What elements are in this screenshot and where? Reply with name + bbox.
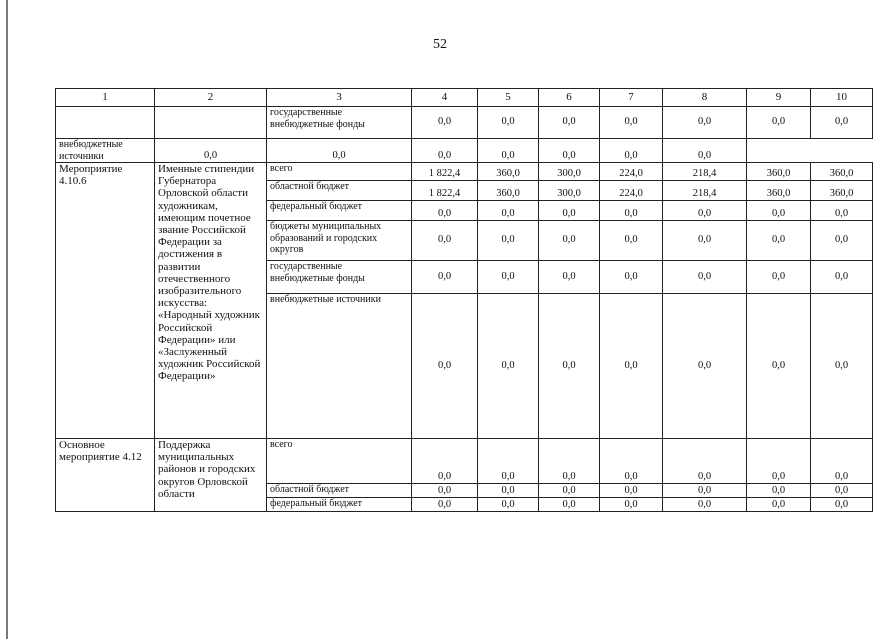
value-cell: 1 822,4 bbox=[412, 181, 478, 201]
value-cell: 0,0 bbox=[539, 294, 600, 439]
value-cell: 0,0 bbox=[747, 484, 811, 498]
funding-source-cell: государственные внебюджетные фонды bbox=[267, 107, 412, 139]
event-code-cell: Мероприятие 4.10.6 bbox=[56, 163, 155, 439]
value-cell: 0,0 bbox=[478, 439, 539, 484]
table-row bbox=[56, 439, 873, 484]
value-cell: 0,0 bbox=[600, 107, 663, 139]
value-cell: 0,0 bbox=[478, 484, 539, 498]
value-cell: 218,4 bbox=[663, 181, 747, 201]
value-cell: 218,4 bbox=[663, 163, 747, 181]
value-cell: 360,0 bbox=[747, 181, 811, 201]
value-cell: 0,0 bbox=[412, 201, 478, 221]
value-cell: 360,0 bbox=[811, 181, 873, 201]
value-cell: 360,0 bbox=[747, 163, 811, 181]
header-row bbox=[56, 89, 873, 107]
value-cell: 224,0 bbox=[600, 181, 663, 201]
value-cell: 0,0 bbox=[747, 498, 811, 512]
value-cell: 0,0 bbox=[663, 439, 747, 484]
value-cell: 0,0 bbox=[412, 294, 478, 439]
value-cell: 0,0 bbox=[811, 294, 873, 439]
value-cell: 0,0 bbox=[811, 201, 873, 221]
table-body bbox=[56, 89, 873, 512]
page-number: 52 bbox=[433, 37, 447, 52]
value-cell: 0,0 bbox=[663, 294, 747, 439]
value-cell: 360,0 bbox=[478, 163, 539, 181]
value-cell: 0,0 bbox=[747, 221, 811, 261]
value-cell: 0,0 bbox=[478, 294, 539, 439]
value-cell: 0,0 bbox=[600, 201, 663, 221]
funding-source-cell: государственные внебюджетные фонды bbox=[267, 261, 412, 294]
value-cell: 360,0 bbox=[811, 163, 873, 181]
table-row bbox=[56, 107, 873, 139]
value-cell: 0,0 bbox=[747, 201, 811, 221]
value-cell: 0,0 bbox=[539, 139, 600, 163]
value-cell: 0,0 bbox=[478, 261, 539, 294]
header-cell: 1 bbox=[56, 89, 155, 107]
value-cell: 300,0 bbox=[539, 181, 600, 201]
value-cell: 0,0 bbox=[811, 221, 873, 261]
value-cell: 0,0 bbox=[478, 498, 539, 512]
scan-edge-line bbox=[6, 0, 8, 639]
funding-source-cell: всего bbox=[267, 163, 412, 181]
value-cell: 0,0 bbox=[663, 261, 747, 294]
value-cell: 0,0 bbox=[412, 484, 478, 498]
value-cell: 0,0 bbox=[747, 294, 811, 439]
header-cell: 7 bbox=[600, 89, 663, 107]
value-cell: 0,0 bbox=[811, 261, 873, 294]
value-cell: 0,0 bbox=[663, 107, 747, 139]
value-cell: 0,0 bbox=[478, 201, 539, 221]
value-cell: 0,0 bbox=[412, 498, 478, 512]
value-cell: 0,0 bbox=[539, 107, 600, 139]
funding-source-cell: областной бюджет bbox=[267, 484, 412, 498]
value-cell: 0,0 bbox=[600, 498, 663, 512]
value-cell: 0,0 bbox=[155, 139, 267, 163]
header-cell: 10 bbox=[811, 89, 873, 107]
value-cell: 0,0 bbox=[663, 139, 747, 163]
funding-source-cell: внебюджетные источники bbox=[56, 139, 155, 163]
value-cell: 0,0 bbox=[412, 221, 478, 261]
value-cell: 0,0 bbox=[539, 484, 600, 498]
funding-source-cell: внебюджетные источники bbox=[267, 294, 412, 439]
value-cell: 0,0 bbox=[747, 107, 811, 139]
value-cell: 0,0 bbox=[478, 139, 539, 163]
value-cell: 0,0 bbox=[539, 498, 600, 512]
header-cell: 8 bbox=[663, 89, 747, 107]
value-cell: 300,0 bbox=[539, 163, 600, 181]
funding-source-cell: федеральный бюджет bbox=[267, 498, 412, 512]
value-cell: 0,0 bbox=[539, 201, 600, 221]
header-cell: 5 bbox=[478, 89, 539, 107]
header-cell: 6 bbox=[539, 89, 600, 107]
value-cell: 0,0 bbox=[600, 261, 663, 294]
table-row bbox=[56, 163, 873, 181]
value-cell: 0,0 bbox=[267, 139, 412, 163]
value-cell: 0,0 bbox=[663, 221, 747, 261]
value-cell: 0,0 bbox=[478, 107, 539, 139]
value-cell: 0,0 bbox=[663, 484, 747, 498]
event-description-cell: Поддержка муниципальных районов и городских округов Орловской области bbox=[155, 439, 267, 512]
header-cell: 3 bbox=[267, 89, 412, 107]
value-cell: 0,0 bbox=[600, 139, 663, 163]
funding-source-cell: всего bbox=[267, 439, 412, 484]
value-cell: 0,0 bbox=[412, 107, 478, 139]
header-cell: 4 bbox=[412, 89, 478, 107]
value-cell: 0,0 bbox=[412, 261, 478, 294]
value-cell: 0,0 bbox=[811, 107, 873, 139]
value-cell: 360,0 bbox=[478, 181, 539, 201]
empty-code-cell bbox=[56, 107, 155, 139]
empty-description-cell bbox=[155, 107, 267, 139]
value-cell: 0,0 bbox=[747, 439, 811, 484]
value-cell: 0,0 bbox=[600, 221, 663, 261]
value-cell: 0,0 bbox=[539, 261, 600, 294]
value-cell: 1 822,4 bbox=[412, 163, 478, 181]
value-cell: 224,0 bbox=[600, 163, 663, 181]
value-cell: 0,0 bbox=[600, 439, 663, 484]
value-cell: 0,0 bbox=[412, 439, 478, 484]
value-cell: 0,0 bbox=[811, 439, 873, 484]
value-cell: 0,0 bbox=[663, 498, 747, 512]
value-cell: 0,0 bbox=[539, 221, 600, 261]
value-cell: 0,0 bbox=[478, 221, 539, 261]
value-cell: 0,0 bbox=[747, 261, 811, 294]
budget-table bbox=[55, 88, 873, 512]
funding-source-cell: федеральный бюджет bbox=[267, 201, 412, 221]
event-description-cell: Именные стипендии Губернатора Орловской области художникам, имеющим почетное звание Российской Федерации за достижения в развитии отечественного изобразительного искусства: «Народный художник Российской Федерации» или «Заслуженный художник Российской Федерации» bbox=[155, 163, 267, 439]
table-row bbox=[56, 139, 873, 163]
value-cell: 0,0 bbox=[811, 498, 873, 512]
header-cell: 2 bbox=[155, 89, 267, 107]
funding-source-cell: областной бюджет bbox=[267, 181, 412, 201]
event-code-cell: Основное мероприятие 4.12 bbox=[56, 439, 155, 512]
value-cell: 0,0 bbox=[663, 201, 747, 221]
value-cell: 0,0 bbox=[600, 484, 663, 498]
value-cell: 0,0 bbox=[811, 484, 873, 498]
header-cell: 9 bbox=[747, 89, 811, 107]
value-cell: 0,0 bbox=[539, 439, 600, 484]
funding-source-cell: бюджеты муниципальных образований и городских округов bbox=[267, 221, 412, 261]
value-cell: 0,0 bbox=[600, 294, 663, 439]
value-cell: 0,0 bbox=[412, 139, 478, 163]
